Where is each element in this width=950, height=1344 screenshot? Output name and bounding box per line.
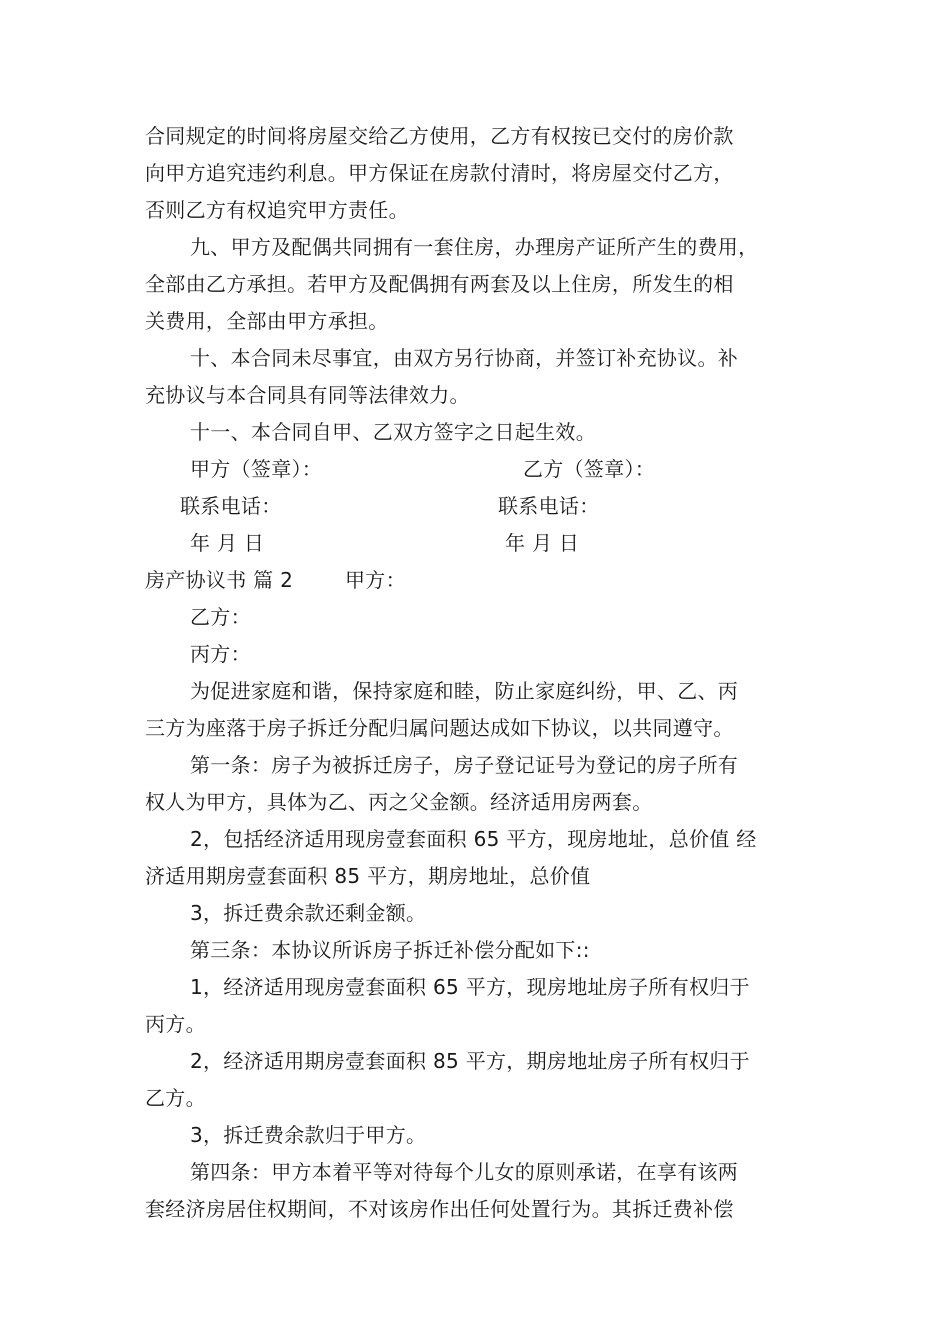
text-line: 三方为座落于房子拆迁分配归属问题达成如下协议，以共同遵守。 <box>145 716 734 740</box>
clause-eleven: 十一、本合同自甲、乙双方签字之日起生效。 <box>190 420 596 444</box>
text-line: 权人为甲方，具体为乙、丙之父金额。经济适用房两套。 <box>145 790 653 814</box>
allocation-two: 2，经济适用期房壹套面积 85 平方，期房地址房子所有权归于 <box>190 1049 750 1073</box>
article-three: 第三条：本协议所诉房子拆迁补偿分配如下:: <box>190 938 590 962</box>
party-c-label: 丙方： <box>190 642 251 666</box>
allocation-three: 3，拆迁费余款归于甲方。 <box>190 1123 427 1147</box>
item-two: 2，包括经济适用现房壹套面积 65 平方，现房地址，总价值 经 <box>190 827 757 851</box>
article-four: 第四条：甲方本着平等对待每个儿女的原则承诺，在享有该两 <box>190 1160 739 1184</box>
text-line: 套经济房居住权期间，不对该房作出任何处置行为。其拆迁费补偿 <box>145 1197 734 1221</box>
party-b-label: 乙方： <box>190 605 251 629</box>
clause-ten: 十、本合同未尽事宜，由双方另行协商，并签订补充协议。补 <box>190 346 739 370</box>
party-a-phone: 联系电话： <box>180 494 282 518</box>
party-a-date: 年 月 日 <box>190 531 265 555</box>
allocation-one: 1，经济适用现房壹套面积 65 平方，现房地址房子所有权归于 <box>190 975 750 999</box>
section-title: 房产协议书 篇 2 <box>145 568 294 592</box>
party-a-label: 甲方： <box>345 568 406 592</box>
text-line: 合同规定的时间将房屋交给乙方使用，乙方有权按已交付的房价款 <box>145 124 734 148</box>
preamble: 为促进家庭和谐，保持家庭和睦，防止家庭纠纷，甲、乙、丙 <box>190 679 739 703</box>
party-b-date: 年 月 日 <box>505 531 580 555</box>
text-line: 否则乙方有权追究甲方责任。 <box>145 198 409 222</box>
text-line: 济适用期房壹套面积 85 平方，期房地址，总价值 <box>145 864 591 888</box>
text-line: 丙方。 <box>145 1012 206 1036</box>
text-line: 乙方。 <box>145 1086 206 1110</box>
item-three: 3，拆迁费余款还剩金额。 <box>190 901 427 925</box>
text-line: 向甲方追究违约利息。甲方保证在房款付清时，将房屋交付乙方， <box>145 161 734 185</box>
article-one: 第一条：房子为被拆迁房子，房子登记证号为登记的房子所有 <box>190 753 739 777</box>
text-line: 关费用，全部由甲方承担。 <box>145 309 389 333</box>
text-line: 充协议与本合同具有同等法律效力。 <box>145 383 470 407</box>
party-b-phone: 联系电话： <box>498 494 600 518</box>
party-a-seal: 甲方（签章）： <box>190 457 323 481</box>
text-line: 全部由乙方承担。若甲方及配偶拥有两套及以上住房，所发生的相 <box>145 272 734 296</box>
clause-nine: 九、甲方及配偶共同拥有一套住房，办理房产证所产生的费用， <box>190 235 759 259</box>
party-b-seal: 乙方（签章）： <box>523 457 656 481</box>
